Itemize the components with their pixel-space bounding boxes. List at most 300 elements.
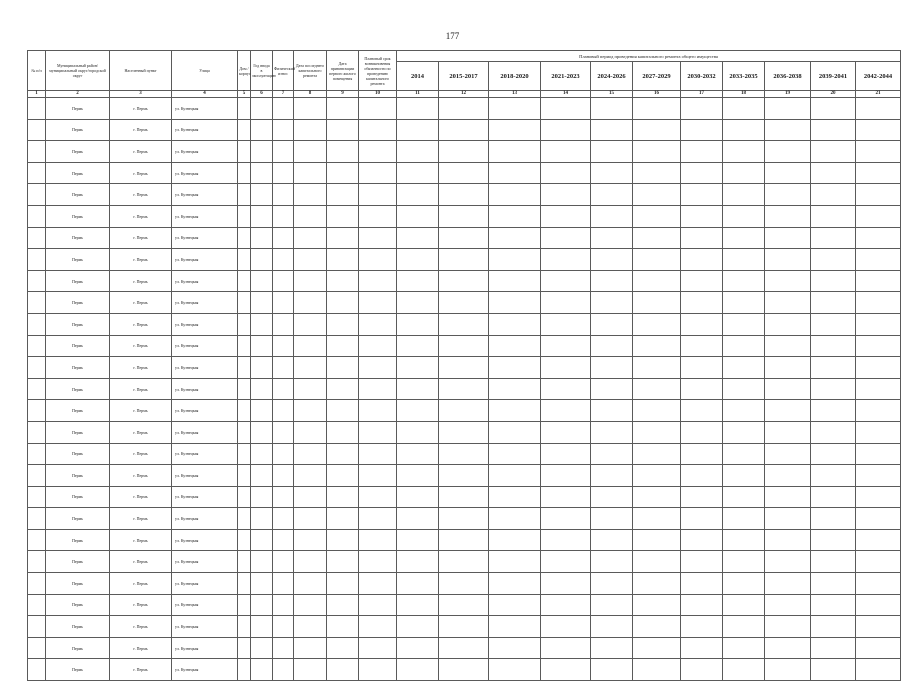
cell-street: ул. Кузнецкая xyxy=(172,378,238,400)
cell-y2039-2041 xyxy=(811,184,856,206)
cell-y2030-2032 xyxy=(681,421,723,443)
cell-wear-percent xyxy=(273,573,294,595)
cell-district: Пермь xyxy=(46,141,110,163)
cell-row-number xyxy=(28,162,46,184)
cell-y2039-2041 xyxy=(811,486,856,508)
cell-y2021-2023 xyxy=(541,594,591,616)
cell-y2036-2038 xyxy=(765,119,811,141)
cell-privatization-date xyxy=(327,119,359,141)
header-col-year-built: Год ввода в эксплуатацию xyxy=(251,51,273,91)
cell-y2027-2029 xyxy=(633,205,681,227)
cell-last-repair-date xyxy=(294,616,327,638)
header-year-2033-2035: 2033-2035 xyxy=(723,62,765,91)
cell-wear-percent xyxy=(273,249,294,271)
cell-y2021-2023 xyxy=(541,508,591,530)
cell-settlement: г. Пермь xyxy=(110,400,172,422)
cell-district: Пермь xyxy=(46,205,110,227)
cell-obligation-date xyxy=(359,443,397,465)
cell-year-built xyxy=(251,98,273,120)
cell-y2042-2044 xyxy=(856,227,901,249)
column-number: 11 xyxy=(397,91,439,98)
cell-y2021-2023 xyxy=(541,357,591,379)
cell-house-number xyxy=(238,508,251,530)
column-number: 13 xyxy=(489,91,541,98)
cell-house-number xyxy=(238,378,251,400)
cell-y2015-2017 xyxy=(439,594,489,616)
cell-obligation-date xyxy=(359,529,397,551)
cell-y2030-2032 xyxy=(681,227,723,249)
cell-year-built xyxy=(251,292,273,314)
cell-y2014 xyxy=(397,205,439,227)
cell-district: Пермь xyxy=(46,616,110,638)
cell-last-repair-date xyxy=(294,486,327,508)
cell-y2042-2044 xyxy=(856,184,901,206)
cell-y2030-2032 xyxy=(681,400,723,422)
cell-district: Пермь xyxy=(46,659,110,681)
cell-house-number xyxy=(238,98,251,120)
cell-y2033-2035 xyxy=(723,637,765,659)
cell-obligation-date xyxy=(359,421,397,443)
cell-last-repair-date xyxy=(294,227,327,249)
cell-settlement: г. Пермь xyxy=(110,119,172,141)
cell-year-built xyxy=(251,465,273,487)
cell-y2033-2035 xyxy=(723,465,765,487)
cell-privatization-date xyxy=(327,529,359,551)
cell-y2015-2017 xyxy=(439,119,489,141)
column-number: 21 xyxy=(856,91,901,98)
cell-year-built xyxy=(251,508,273,530)
column-number: 18 xyxy=(723,91,765,98)
cell-y2021-2023 xyxy=(541,205,591,227)
cell-district: Пермь xyxy=(46,313,110,335)
column-number: 19 xyxy=(765,91,811,98)
cell-house-number xyxy=(238,184,251,206)
cell-settlement: г. Пермь xyxy=(110,573,172,595)
cell-street: ул. Кузнецкая xyxy=(172,357,238,379)
cell-house-number xyxy=(238,141,251,163)
cell-y2042-2044 xyxy=(856,529,901,551)
cell-last-repair-date xyxy=(294,443,327,465)
cell-y2014 xyxy=(397,335,439,357)
cell-settlement: г. Пермь xyxy=(110,205,172,227)
cell-house-number xyxy=(238,162,251,184)
cell-last-repair-date xyxy=(294,529,327,551)
table-row xyxy=(28,551,901,573)
cell-y2033-2035 xyxy=(723,184,765,206)
table-row xyxy=(28,270,901,292)
cell-year-built xyxy=(251,119,273,141)
column-number: 20 xyxy=(811,91,856,98)
cell-house-number xyxy=(238,119,251,141)
cell-y2039-2041 xyxy=(811,249,856,271)
cell-district: Пермь xyxy=(46,465,110,487)
cell-y2015-2017 xyxy=(439,529,489,551)
cell-settlement: г. Пермь xyxy=(110,616,172,638)
cell-y2021-2023 xyxy=(541,400,591,422)
cell-last-repair-date xyxy=(294,400,327,422)
cell-y2018-2020 xyxy=(489,270,541,292)
cell-y2039-2041 xyxy=(811,357,856,379)
cell-y2033-2035 xyxy=(723,357,765,379)
cell-y2042-2044 xyxy=(856,119,901,141)
table-row xyxy=(28,162,901,184)
cell-y2027-2029 xyxy=(633,292,681,314)
cell-y2039-2041 xyxy=(811,119,856,141)
column-number: 7 xyxy=(273,91,294,98)
cell-y2030-2032 xyxy=(681,616,723,638)
cell-year-built xyxy=(251,141,273,163)
cell-y2042-2044 xyxy=(856,141,901,163)
cell-y2036-2038 xyxy=(765,637,811,659)
cell-year-built xyxy=(251,421,273,443)
table-row xyxy=(28,335,901,357)
cell-year-built xyxy=(251,573,273,595)
cell-y2033-2035 xyxy=(723,162,765,184)
cell-y2039-2041 xyxy=(811,529,856,551)
cell-y2039-2041 xyxy=(811,292,856,314)
cell-y2027-2029 xyxy=(633,378,681,400)
cell-y2021-2023 xyxy=(541,98,591,120)
header-year-2039-2041: 2039-2041 xyxy=(811,62,856,91)
cell-y2024-2026 xyxy=(591,465,633,487)
column-numbers-row xyxy=(28,91,901,98)
cell-y2027-2029 xyxy=(633,637,681,659)
cell-obligation-date xyxy=(359,119,397,141)
cell-house-number xyxy=(238,205,251,227)
cell-last-repair-date xyxy=(294,659,327,681)
cell-y2033-2035 xyxy=(723,119,765,141)
column-number: 2 xyxy=(46,91,110,98)
cell-y2014 xyxy=(397,378,439,400)
cell-wear-percent xyxy=(273,486,294,508)
cell-last-repair-date xyxy=(294,421,327,443)
cell-y2014 xyxy=(397,141,439,163)
cell-y2024-2026 xyxy=(591,184,633,206)
cell-y2036-2038 xyxy=(765,292,811,314)
cell-y2021-2023 xyxy=(541,335,591,357)
cell-y2015-2017 xyxy=(439,335,489,357)
cell-wear-percent xyxy=(273,292,294,314)
table-row xyxy=(28,465,901,487)
cell-settlement: г. Пермь xyxy=(110,551,172,573)
cell-y2018-2020 xyxy=(489,119,541,141)
cell-y2018-2020 xyxy=(489,313,541,335)
cell-house-number xyxy=(238,551,251,573)
cell-street: ул. Кузнецкая xyxy=(172,594,238,616)
cell-wear-percent xyxy=(273,227,294,249)
cell-settlement: г. Пермь xyxy=(110,594,172,616)
cell-row-number xyxy=(28,443,46,465)
cell-y2024-2026 xyxy=(591,357,633,379)
cell-y2015-2017 xyxy=(439,292,489,314)
cell-y2027-2029 xyxy=(633,335,681,357)
table-row xyxy=(28,119,901,141)
cell-y2039-2041 xyxy=(811,141,856,163)
cell-y2024-2026 xyxy=(591,529,633,551)
column-number: 10 xyxy=(359,91,397,98)
cell-y2027-2029 xyxy=(633,162,681,184)
cell-settlement: г. Пермь xyxy=(110,184,172,206)
cell-privatization-date xyxy=(327,249,359,271)
cell-y2030-2032 xyxy=(681,443,723,465)
cell-y2030-2032 xyxy=(681,551,723,573)
cell-privatization-date xyxy=(327,205,359,227)
cell-last-repair-date xyxy=(294,637,327,659)
cell-y2030-2032 xyxy=(681,335,723,357)
column-number: 3 xyxy=(110,91,172,98)
cell-y2027-2029 xyxy=(633,313,681,335)
cell-district: Пермь xyxy=(46,249,110,271)
cell-y2018-2020 xyxy=(489,98,541,120)
cell-y2024-2026 xyxy=(591,443,633,465)
cell-y2018-2020 xyxy=(489,443,541,465)
cell-row-number xyxy=(28,486,46,508)
cell-y2030-2032 xyxy=(681,292,723,314)
cell-row-number xyxy=(28,637,46,659)
cell-y2018-2020 xyxy=(489,508,541,530)
cell-y2024-2026 xyxy=(591,400,633,422)
cell-obligation-date xyxy=(359,357,397,379)
cell-y2014 xyxy=(397,313,439,335)
cell-y2024-2026 xyxy=(591,205,633,227)
cell-y2024-2026 xyxy=(591,551,633,573)
cell-y2018-2020 xyxy=(489,551,541,573)
cell-y2027-2029 xyxy=(633,270,681,292)
cell-y2033-2035 xyxy=(723,529,765,551)
cell-last-repair-date xyxy=(294,184,327,206)
table-row xyxy=(28,616,901,638)
table-row xyxy=(28,486,901,508)
cell-y2027-2029 xyxy=(633,529,681,551)
cell-last-repair-date xyxy=(294,205,327,227)
cell-house-number xyxy=(238,270,251,292)
cell-settlement: г. Пермь xyxy=(110,637,172,659)
cell-y2036-2038 xyxy=(765,465,811,487)
cell-row-number xyxy=(28,313,46,335)
header-col-last-repair: Дата последнего капитального ремонта xyxy=(294,51,327,91)
header-col-obligation: Плановый срок возникновения обязанности по проведению капитального ремонта xyxy=(359,51,397,91)
cell-house-number xyxy=(238,443,251,465)
cell-y2015-2017 xyxy=(439,98,489,120)
cell-y2036-2038 xyxy=(765,227,811,249)
cell-y2024-2026 xyxy=(591,119,633,141)
cell-y2014 xyxy=(397,465,439,487)
cell-y2014 xyxy=(397,529,439,551)
cell-y2021-2023 xyxy=(541,443,591,465)
cell-y2033-2035 xyxy=(723,486,765,508)
cell-y2021-2023 xyxy=(541,292,591,314)
cell-house-number xyxy=(238,659,251,681)
cell-y2021-2023 xyxy=(541,119,591,141)
cell-y2014 xyxy=(397,486,439,508)
cell-y2036-2038 xyxy=(765,313,811,335)
cell-y2024-2026 xyxy=(591,378,633,400)
cell-last-repair-date xyxy=(294,357,327,379)
cell-last-repair-date xyxy=(294,335,327,357)
cell-year-built xyxy=(251,227,273,249)
cell-privatization-date xyxy=(327,184,359,206)
cell-y2018-2020 xyxy=(489,529,541,551)
header-col-privatization: Дата приватизации первого жилого помещения xyxy=(327,51,359,91)
cell-wear-percent xyxy=(273,313,294,335)
cell-y2021-2023 xyxy=(541,421,591,443)
cell-privatization-date xyxy=(327,162,359,184)
cell-district: Пермь xyxy=(46,357,110,379)
cell-y2030-2032 xyxy=(681,529,723,551)
cell-street: ул. Кузнецкая xyxy=(172,249,238,271)
cell-street: ул. Кузнецкая xyxy=(172,119,238,141)
cell-y2033-2035 xyxy=(723,594,765,616)
column-number: 8 xyxy=(294,91,327,98)
cell-y2024-2026 xyxy=(591,508,633,530)
cell-y2030-2032 xyxy=(681,357,723,379)
cell-y2027-2029 xyxy=(633,659,681,681)
cell-y2024-2026 xyxy=(591,292,633,314)
cell-district: Пермь xyxy=(46,119,110,141)
cell-y2039-2041 xyxy=(811,616,856,638)
cell-y2015-2017 xyxy=(439,508,489,530)
cell-y2042-2044 xyxy=(856,335,901,357)
cell-y2018-2020 xyxy=(489,421,541,443)
cell-y2036-2038 xyxy=(765,357,811,379)
cell-y2018-2020 xyxy=(489,616,541,638)
header-row xyxy=(28,51,901,62)
cell-street: ул. Кузнецкая xyxy=(172,270,238,292)
cell-y2024-2026 xyxy=(591,313,633,335)
cell-wear-percent xyxy=(273,378,294,400)
cell-y2030-2032 xyxy=(681,270,723,292)
cell-obligation-date xyxy=(359,249,397,271)
cell-y2042-2044 xyxy=(856,292,901,314)
cell-obligation-date xyxy=(359,573,397,595)
table-row xyxy=(28,313,901,335)
cell-privatization-date xyxy=(327,378,359,400)
cell-wear-percent xyxy=(273,162,294,184)
cell-y2039-2041 xyxy=(811,551,856,573)
cell-y2036-2038 xyxy=(765,270,811,292)
cell-y2042-2044 xyxy=(856,421,901,443)
cell-wear-percent xyxy=(273,529,294,551)
cell-y2030-2032 xyxy=(681,594,723,616)
cell-y2014 xyxy=(397,184,439,206)
cell-y2039-2041 xyxy=(811,400,856,422)
cell-y2033-2035 xyxy=(723,227,765,249)
cell-y2036-2038 xyxy=(765,400,811,422)
cell-y2015-2017 xyxy=(439,184,489,206)
cell-y2033-2035 xyxy=(723,659,765,681)
cell-y2024-2026 xyxy=(591,98,633,120)
cell-y2042-2044 xyxy=(856,162,901,184)
cell-house-number xyxy=(238,400,251,422)
cell-obligation-date xyxy=(359,659,397,681)
cell-y2018-2020 xyxy=(489,184,541,206)
cell-y2014 xyxy=(397,573,439,595)
table-row xyxy=(28,529,901,551)
cell-y2033-2035 xyxy=(723,141,765,163)
column-number: 6 xyxy=(251,91,273,98)
cell-y2015-2017 xyxy=(439,443,489,465)
cell-last-repair-date xyxy=(294,119,327,141)
header-year-2014: 2014 xyxy=(397,62,439,91)
table-row xyxy=(28,508,901,530)
cell-privatization-date xyxy=(327,141,359,163)
table-row xyxy=(28,357,901,379)
cell-privatization-date xyxy=(327,616,359,638)
cell-y2027-2029 xyxy=(633,421,681,443)
cell-obligation-date xyxy=(359,378,397,400)
cell-obligation-date xyxy=(359,184,397,206)
cell-y2024-2026 xyxy=(591,594,633,616)
cell-y2024-2026 xyxy=(591,249,633,271)
cell-y2015-2017 xyxy=(439,659,489,681)
cell-y2030-2032 xyxy=(681,141,723,163)
cell-y2033-2035 xyxy=(723,335,765,357)
cell-privatization-date xyxy=(327,227,359,249)
cell-street: ул. Кузнецкая xyxy=(172,637,238,659)
header-col-wear: Физический износ xyxy=(273,51,294,91)
cell-y2024-2026 xyxy=(591,573,633,595)
cell-obligation-date xyxy=(359,313,397,335)
cell-y2014 xyxy=(397,119,439,141)
cell-y2039-2041 xyxy=(811,659,856,681)
cell-house-number xyxy=(238,637,251,659)
cell-obligation-date xyxy=(359,616,397,638)
cell-privatization-date xyxy=(327,573,359,595)
cell-y2018-2020 xyxy=(489,335,541,357)
cell-obligation-date xyxy=(359,400,397,422)
cell-street: ул. Кузнецкая xyxy=(172,465,238,487)
cell-y2024-2026 xyxy=(591,270,633,292)
cell-wear-percent xyxy=(273,443,294,465)
cell-y2039-2041 xyxy=(811,508,856,530)
cell-settlement: г. Пермь xyxy=(110,141,172,163)
cell-privatization-date xyxy=(327,357,359,379)
cell-y2015-2017 xyxy=(439,616,489,638)
cell-row-number xyxy=(28,292,46,314)
cell-y2039-2041 xyxy=(811,98,856,120)
cell-y2014 xyxy=(397,637,439,659)
cell-y2027-2029 xyxy=(633,508,681,530)
cell-street: ул. Кузнецкая xyxy=(172,292,238,314)
cell-row-number xyxy=(28,378,46,400)
cell-y2039-2041 xyxy=(811,313,856,335)
cell-house-number xyxy=(238,573,251,595)
cell-last-repair-date xyxy=(294,551,327,573)
cell-y2042-2044 xyxy=(856,551,901,573)
cell-y2027-2029 xyxy=(633,594,681,616)
cell-row-number xyxy=(28,141,46,163)
cell-privatization-date xyxy=(327,508,359,530)
cell-house-number xyxy=(238,227,251,249)
column-number: 12 xyxy=(439,91,489,98)
cell-last-repair-date xyxy=(294,313,327,335)
cell-settlement: г. Пермь xyxy=(110,659,172,681)
cell-obligation-date xyxy=(359,465,397,487)
cell-district: Пермь xyxy=(46,184,110,206)
cell-street: ул. Кузнецкая xyxy=(172,573,238,595)
cell-y2042-2044 xyxy=(856,249,901,271)
cell-y2042-2044 xyxy=(856,486,901,508)
cell-house-number xyxy=(238,421,251,443)
cell-y2033-2035 xyxy=(723,400,765,422)
cell-y2039-2041 xyxy=(811,443,856,465)
cell-y2030-2032 xyxy=(681,486,723,508)
cell-y2024-2026 xyxy=(591,637,633,659)
cell-y2036-2038 xyxy=(765,421,811,443)
column-number: 17 xyxy=(681,91,723,98)
cell-row-number xyxy=(28,421,46,443)
cell-settlement: г. Пермь xyxy=(110,270,172,292)
